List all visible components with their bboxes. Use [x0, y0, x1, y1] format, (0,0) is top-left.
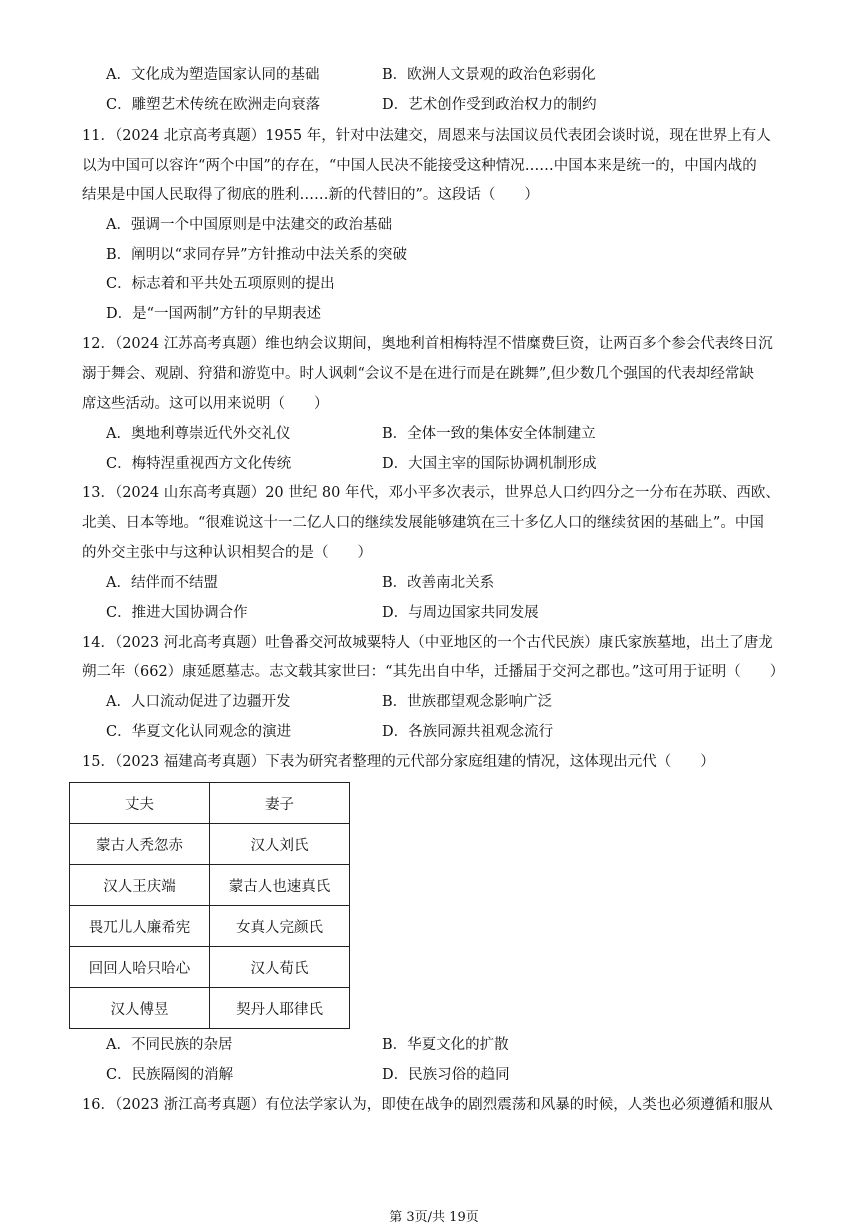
q14-option-d: D．各族同源共祖观念流行 — [382, 724, 554, 740]
q11-stem-line-1: 11．（2024 北京高考真题）1955 年，针对中法建交，周恩来与法国议员代表团会谈时说，现在世界上有人 — [82, 128, 771, 144]
q11-option-b: B．阐明以“求同存异”方针推动中法关系的突破 — [106, 247, 407, 263]
q16-stem-line-1: 16．（2023 浙江高考真题）有位法学家认为，即使在战争的剧烈震荡和风暴的时候，人类也必须遵循和服从 — [82, 1097, 773, 1113]
q11-option-c: C．标志着和平共处五项原则的提出 — [106, 276, 335, 292]
table-cell: 契丹人耶律氏 — [210, 988, 350, 1029]
q10-option-d: D．艺术创作受到政治权力的制约 — [382, 97, 597, 113]
q11-option-d: D．是“一国两制”方针的早期表述 — [106, 306, 321, 322]
q15-stem-line-1: 15．（2023 福建高考真题）下表为研究者整理的元代部分家庭组建的情况，这体现出元代（ ） — [82, 754, 715, 770]
table-row — [70, 947, 350, 988]
q10-option-b: B．欧洲人文景观的政治色彩弱化 — [382, 67, 596, 83]
q13-stem-line-3: 的外交主张中与这种认识相契合的是（ ） — [82, 545, 372, 561]
q12-stem-line-1: 12．（2024 江苏高考真题）维也纳会议期间，奥地利首相梅特涅不惜糜费巨资，让两百多个参会代表终日沉 — [82, 336, 773, 352]
q12-option-a: A．奥地利尊崇近代外交礼仪 — [106, 426, 291, 442]
q10-option-a: A．文化成为塑造国家认同的基础 — [106, 67, 320, 83]
table-cell: 女真人完颜氏 — [210, 906, 350, 947]
q13-stem-line-1: 13．（2024 山东高考真题）20 世纪 80 年代，邓小平多次表示，世界总人口约四分之一分布在苏联、西欧、 — [82, 485, 780, 501]
q13-option-b: B．改善南北关系 — [382, 575, 495, 591]
table-cell: 畏兀儿人廉希宪 — [70, 906, 210, 947]
table-cell: 汉人刘氏 — [210, 824, 350, 865]
table-cell: 蒙古人也速真氏 — [210, 865, 350, 906]
q11-stem-line-2: 以为中国可以容许“两个中国”的存在，“中国人民决不能接受这种情况……中国本来是统一的，中国内战的 — [82, 158, 757, 174]
q13-option-a: A．结伴而不结盟 — [106, 575, 218, 591]
table-row — [70, 865, 350, 906]
q12-stem-line-2: 溺于舞会、观剧、狩猎和游览中。时人讽刺“会议不是在进行而是在跳舞”,但少数几个强国的代表却经常缺 — [82, 366, 754, 382]
q14-option-b: B．世族郡望观念影响广泛 — [382, 694, 553, 710]
q11-option-a: A．强调一个中国原则是中法建交的政治基础 — [106, 217, 392, 233]
q11-stem-line-3: 结果是中国人民取得了彻底的胜利……新的代替旧的”。这段话（ ） — [82, 187, 539, 203]
q15-option-a: A．不同民族的杂居 — [106, 1037, 233, 1053]
table-header-wife: 妻子 — [210, 783, 350, 824]
q12-option-d: D．大国主宰的国际协调机制形成 — [382, 456, 597, 472]
table-row — [70, 988, 350, 1029]
page-footer: 第 3页/共 19页 — [389, 1210, 479, 1225]
table-row — [70, 906, 350, 947]
table-cell: 汉人傅昱 — [70, 988, 210, 1029]
q14-option-c: C．华夏文化认同观念的演进 — [106, 724, 292, 740]
q12-stem-line-3: 席这些活动。这可以用来说明（ ） — [82, 396, 329, 412]
q14-stem-line-1: 14．（2023 河北高考真题）吐鲁番交河故城粟特人（中亚地区的一个古代民族）康氏家族墓地，出土了唐龙 — [82, 635, 773, 651]
table-cell: 蒙古人秃忽赤 — [70, 824, 210, 865]
q10-option-c: C．雕塑艺术传统在欧洲走向衰落 — [106, 97, 321, 113]
table-header-husband: 丈夫 — [70, 783, 210, 824]
q13-option-c: C．推进大国协调合作 — [106, 605, 248, 621]
q15-option-b: B．华夏文化的扩散 — [382, 1037, 509, 1053]
q13-stem-line-2: 北美、日本等地。“很难说这十一二亿人口的继续发展能够建筑在三十多亿人口的继续贫困的基础上”。中国 — [82, 515, 764, 531]
q13-option-d: D．与周边国家共同发展 — [382, 605, 539, 621]
q14-stem-line-2: 朔二年（662）康延愿墓志。志文载其家世曰：“其先出自中华，迁播届于交河之郡也。”这可用于证明（ ） — [82, 664, 785, 680]
q14-option-a: A．人口流动促进了边疆开发 — [106, 694, 291, 710]
q15-option-d: D．民族习俗的趋同 — [382, 1067, 510, 1083]
q12-option-b: B．全体一致的集体安全体制建立 — [382, 426, 596, 442]
marriage-table — [69, 782, 350, 1029]
q12-option-c: C．梅特涅重视西方文化传统 — [106, 456, 292, 472]
q15-option-c: C．民族隔阂的消解 — [106, 1067, 234, 1083]
table-cell: 汉人王庆端 — [70, 865, 210, 906]
table-header-row — [70, 783, 350, 824]
table-row — [70, 824, 350, 865]
table-cell: 汉人荀氏 — [210, 947, 350, 988]
table-cell: 回回人哈只哈心 — [70, 947, 210, 988]
